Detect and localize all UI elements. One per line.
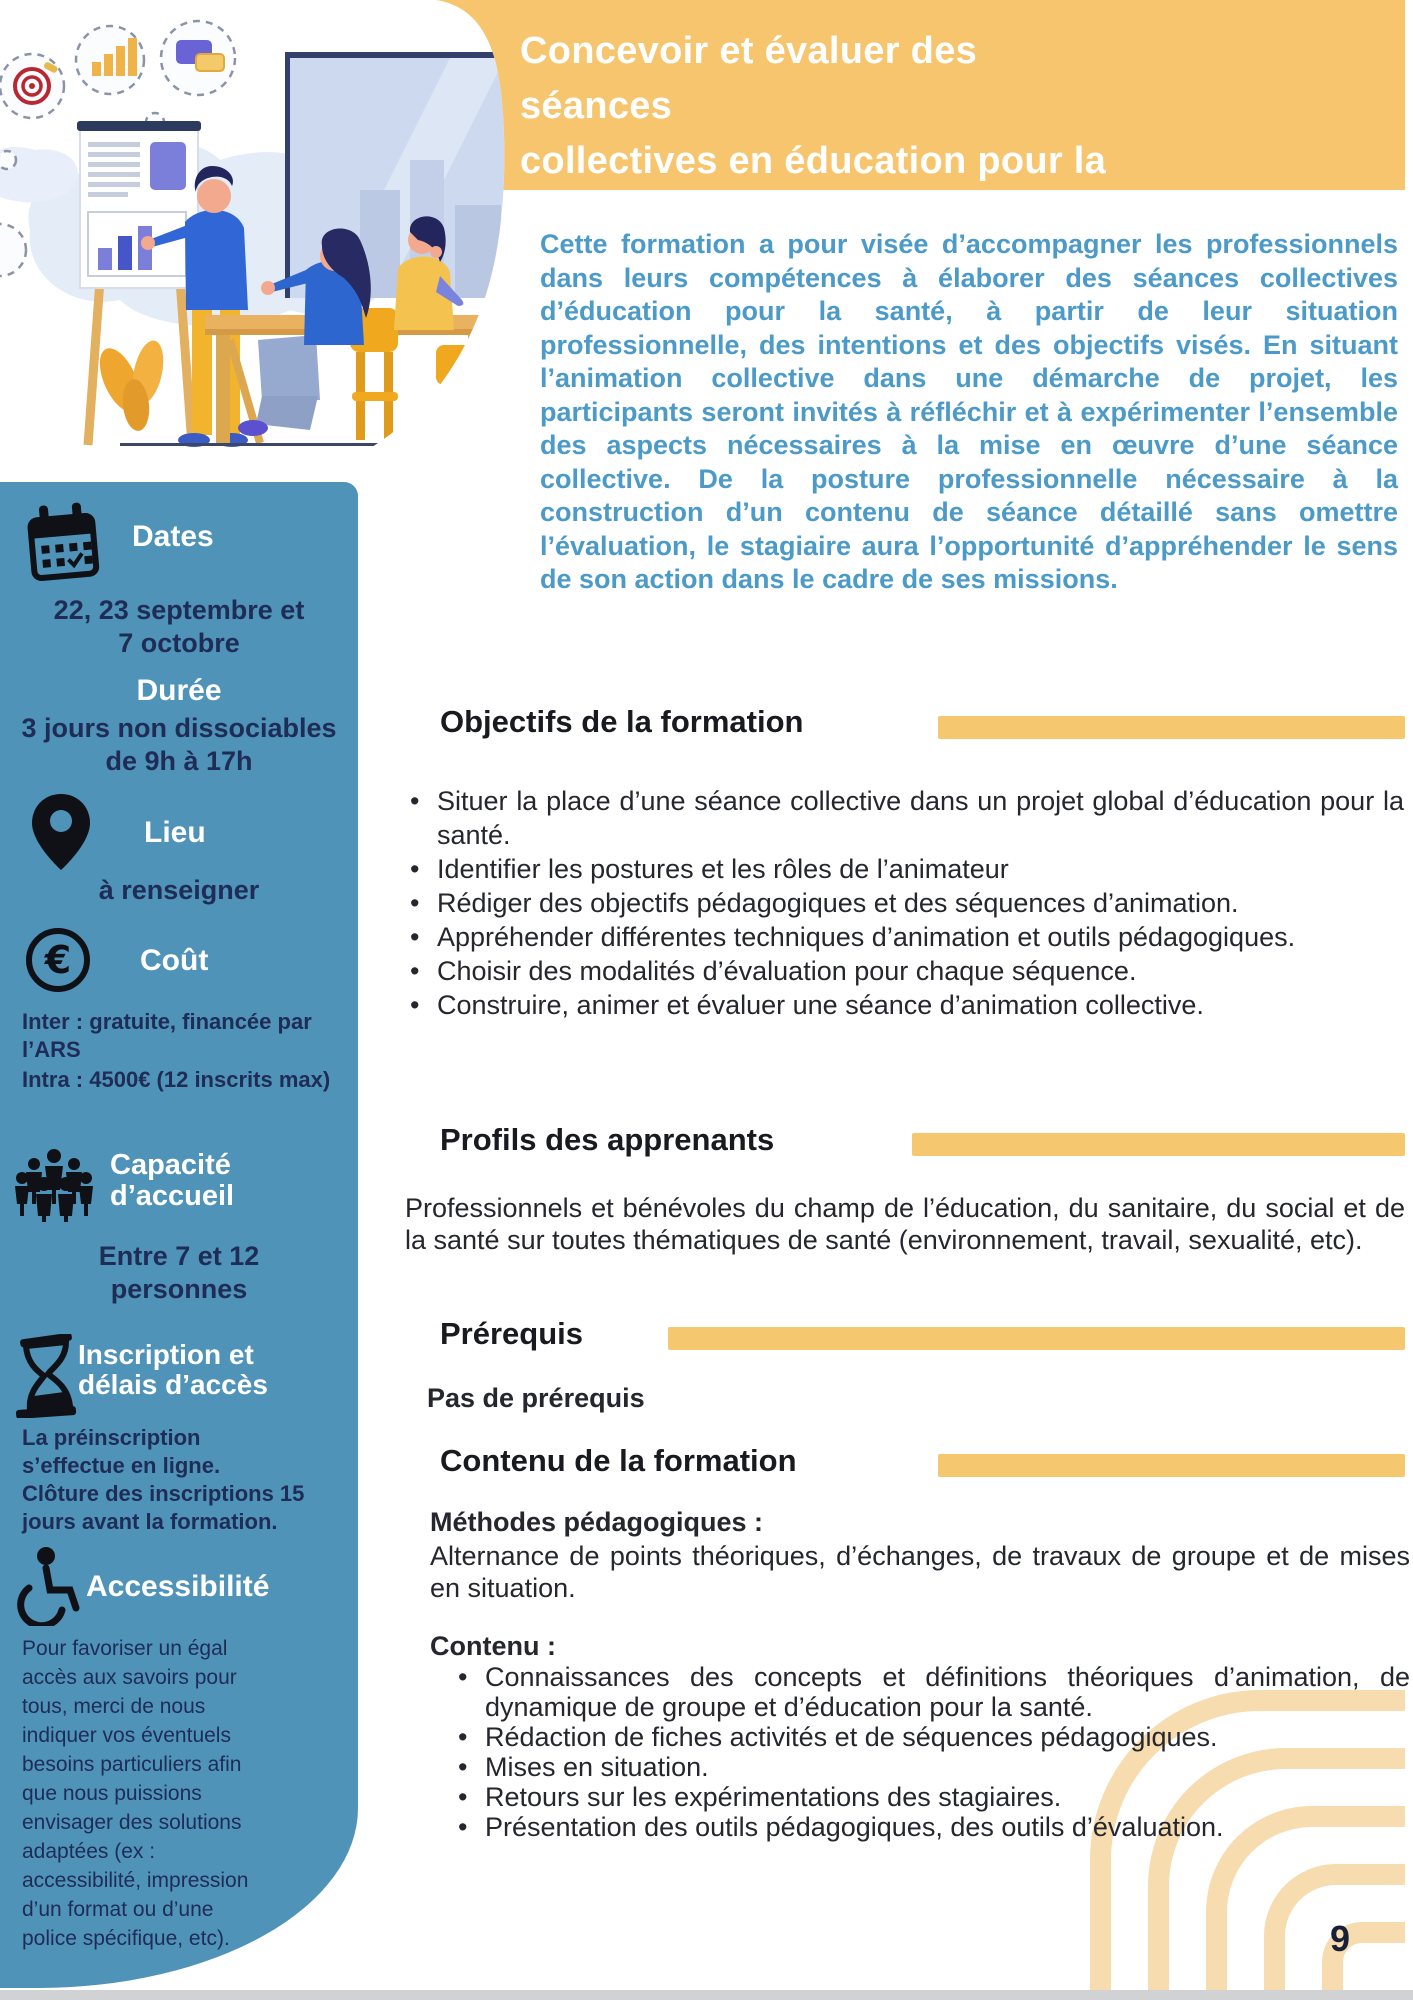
- profils-heading-bar: [912, 1133, 1405, 1156]
- inscription-text1: La préinscription s’effectue en ligne.: [22, 1425, 221, 1478]
- lieu-title: Lieu: [144, 816, 206, 849]
- duree-value: 3 jours non dissociables de 9h à 17h: [21, 713, 337, 776]
- floor-line: [120, 443, 520, 446]
- contenu-list: [452, 1662, 1410, 1842]
- list-item: • Présentation des outils pédagogiques, des outils d’évaluation.: [452, 1812, 1410, 1842]
- accessibilite-text: Pour favoriser un égal accès aux savoirs pour tous, merci de nous indiquer vos éventuels besoins particuliers afin que nous puissions envisager des solutions adaptées (ex : accessibilité, impression d’un format ou d’une police spécifique, etc).: [22, 1637, 249, 1950]
- prerequis-heading-bar: [668, 1327, 1405, 1350]
- list-item: • Construire, animer et évaluer une séance d’animation collective.: [404, 988, 1404, 1022]
- hourglass-icon: [12, 1334, 80, 1418]
- list-item: • Mises en situation.: [452, 1752, 1410, 1782]
- page-title-line2: collectives en éducation pour la santé: [520, 140, 1107, 237]
- intro-paragraph: Cette formation a pour visée d’accompagner les professionnels dans leurs compétences à élaborer des séances collectives d’éducation pour la santé, à partir de leur situation professionnelle, des intentions et des objectifs visés. En situant l’animation collective dans une démarche de projet, les participants seront invités à réfléchir et à expérimenter l’ensemble des aspects nécessaires à la mise en œuvre d’une séance collective. De la posture professionnelle nécessaire à la construction d’un contenu de séance détaillé sans omettre l’évaluation, le stagiaire aura l’opportunité d’appréhender le sens de son action dans le cadre de ses missions.: [540, 229, 1398, 594]
- list-item: • Rédiger des objectifs pédagogiques et des séquences d’animation.: [404, 886, 1404, 920]
- prerequis-text: Pas de prérequis: [427, 1383, 645, 1413]
- window: [285, 52, 520, 298]
- profils-heading: Profils des apprenants: [440, 1122, 775, 1157]
- page-title-line1: Concevoir et évaluer des séances: [520, 30, 978, 127]
- lieu-value: à renseigner: [98, 875, 260, 905]
- profils-text: Professionnels et bénévoles du champ de l’éducation, du sanitaire, du social et de la santé sur toutes thématiques de santé (environnement, travail, sexualité, etc).: [405, 1193, 1405, 1255]
- wheelchair-icon: [16, 1546, 86, 1626]
- list-item: • Rédaction de fiches activités et de séquences pédagogiques.: [452, 1722, 1410, 1752]
- inscription-title: Inscription et délais d’accès: [78, 1339, 268, 1400]
- list-item: • Situer la place d’une séance collective dans un projet global d’éducation pour la santé.: [404, 784, 1404, 852]
- objectifs-heading: Objectifs de la formation: [440, 704, 804, 739]
- list-item: • Identifier les postures et les rôles de l’animateur: [404, 852, 1404, 886]
- duree-title: Durée: [136, 674, 222, 707]
- euro-icon: [24, 926, 92, 994]
- page-edge-strip: [0, 1990, 1413, 2000]
- meeting-illustration: [0, 0, 520, 462]
- calendar-icon: [22, 500, 104, 586]
- list-item: • Retours sur les expérimentations des stagiaires.: [452, 1782, 1410, 1812]
- map-pin-icon: [30, 792, 92, 872]
- list-item: • Connaissances des concepts et définitions théoriques d’animation, de dynamique de groupe et d’éducation pour la santé.: [452, 1662, 1410, 1722]
- people-group-icon: [14, 1144, 94, 1222]
- prerequis-heading: Prérequis: [440, 1316, 584, 1351]
- contenu-heading: Contenu de la formation: [440, 1443, 797, 1478]
- capacite-value: Entre 7 et 12 personnes: [98, 1241, 260, 1304]
- methodes-text: Alternance de points théoriques, d’échanges, de travaux de groupe et de mises en situation.: [430, 1541, 1410, 1603]
- page-number: 9: [1330, 1918, 1351, 1959]
- cout-intra: Intra : 4500€ (12 inscrits max): [22, 1067, 331, 1092]
- contenu-label: Contenu :: [430, 1631, 556, 1661]
- capacite-title: Capacité d’accueil: [110, 1149, 235, 1212]
- list-item: • Appréhender différentes techniques d’animation et outils pédagogiques.: [404, 920, 1404, 954]
- info-sidebar: [0, 482, 358, 1988]
- inscription-text2: Clôture des inscriptions 15 jours avant la formation.: [22, 1481, 305, 1534]
- dates-title: Dates: [132, 520, 214, 553]
- objectifs-heading-bar: [938, 716, 1405, 739]
- page-title: [520, 24, 1140, 244]
- list-item: • Choisir des modalités d’évaluation pour chaque séquence.: [404, 954, 1404, 988]
- objectifs-list: [404, 784, 1404, 1022]
- methodes-label: Méthodes pédagogiques :: [430, 1507, 764, 1537]
- dates-value: 22, 23 septembre et 7 octobre: [53, 595, 305, 658]
- accessibilite-title: Accessibilité: [86, 1570, 270, 1603]
- contenu-heading-bar: [938, 1454, 1405, 1477]
- svg-text:€: €: [44, 938, 72, 982]
- cout-title: Coût: [140, 944, 209, 977]
- cout-inter: Inter : gratuite, financée par l’ARS: [22, 1009, 312, 1062]
